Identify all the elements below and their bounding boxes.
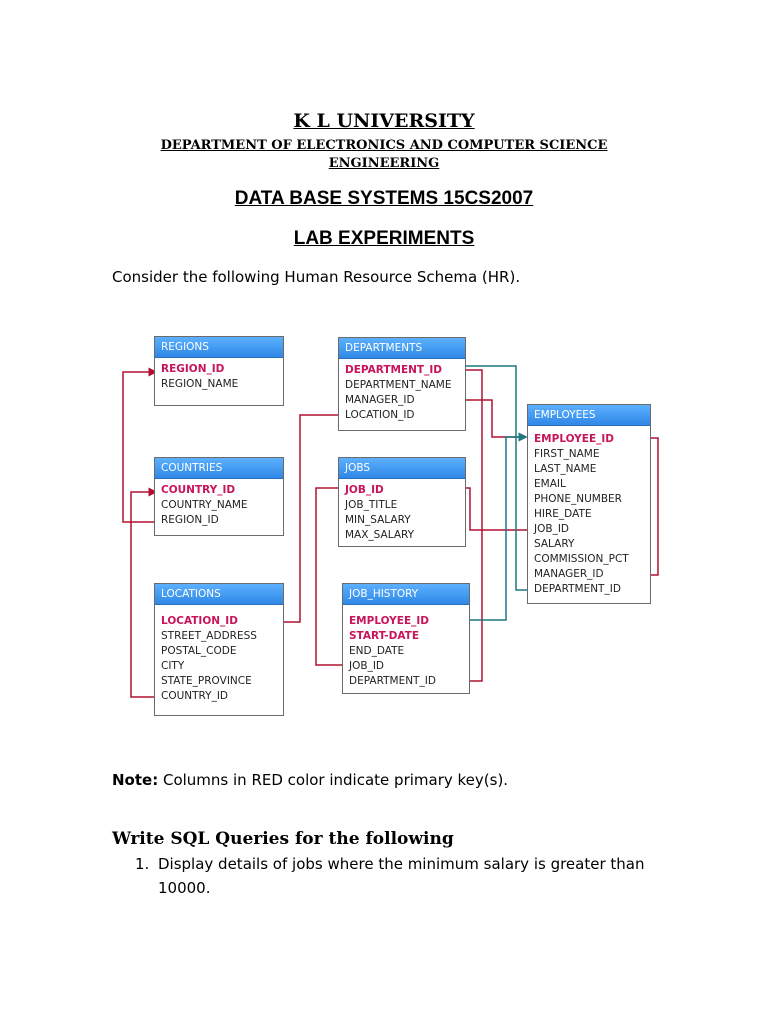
column: POSTAL_CODE bbox=[161, 645, 237, 657]
column: PHONE_NUMBER bbox=[534, 493, 622, 505]
table-countries bbox=[154, 457, 284, 536]
course-title: DATA BASE SYSTEMS 15CS2007 bbox=[234, 188, 534, 209]
column: LOCATION_ID bbox=[345, 409, 415, 421]
column: LAST_NAME bbox=[534, 463, 597, 475]
table-departments bbox=[338, 337, 466, 431]
column: MANAGER_ID bbox=[534, 568, 604, 580]
table-header: COUNTRIES bbox=[155, 458, 283, 479]
column-pk: START-DATE bbox=[349, 630, 419, 642]
table-header: LOCATIONS bbox=[155, 584, 283, 605]
table-header: EMPLOYEES bbox=[528, 405, 650, 426]
note-body: Columns in RED color indicate primary key(s). bbox=[158, 771, 509, 789]
fk-line-region bbox=[123, 372, 158, 522]
column: STATE_PROVINCE bbox=[161, 675, 252, 687]
column: MANAGER_ID bbox=[345, 394, 415, 406]
column: JOB_ID bbox=[534, 523, 569, 535]
table-locations bbox=[154, 583, 284, 716]
column: DEPARTMENT_NAME bbox=[345, 379, 452, 391]
table-regions bbox=[154, 336, 284, 406]
column: DEPARTMENT_ID bbox=[534, 583, 621, 595]
table-header: JOB_HISTORY bbox=[343, 584, 469, 605]
column: EMAIL bbox=[534, 478, 566, 490]
column: STREET_ADDRESS bbox=[161, 630, 257, 642]
column-pk: REGION_ID bbox=[161, 363, 225, 375]
department-line-1: DEPARTMENT OF ELECTRONICS AND COMPUTER SCIENCE bbox=[160, 138, 608, 153]
column: COUNTRY_NAME bbox=[161, 499, 248, 511]
note-text bbox=[112, 771, 508, 789]
intro-text: Consider the following Human Resource Schema (HR). bbox=[112, 268, 521, 286]
column: MAX_SALARY bbox=[345, 529, 415, 541]
column: DEPARTMENT_ID bbox=[349, 675, 436, 687]
column: SALARY bbox=[534, 538, 575, 550]
question-number: 1. bbox=[135, 855, 150, 873]
column: COMMISSION_PCT bbox=[534, 553, 629, 565]
column: END_DATE bbox=[349, 645, 405, 657]
question-item bbox=[135, 852, 655, 900]
table-employees bbox=[527, 404, 651, 604]
lab-title: LAB EXPERIMENTS bbox=[293, 228, 475, 249]
column-pk: EMPLOYEE_ID bbox=[534, 433, 615, 445]
table-header: DEPARTMENTS bbox=[339, 338, 465, 359]
column: HIRE_DATE bbox=[534, 508, 592, 520]
column-pk: JOB_ID bbox=[345, 484, 384, 496]
column-pk: COUNTRY_ID bbox=[161, 484, 236, 496]
column: REGION_NAME bbox=[161, 378, 239, 390]
column: JOB_ID bbox=[349, 660, 384, 672]
column: JOB_TITLE bbox=[345, 499, 398, 511]
table-job-history bbox=[342, 583, 470, 694]
column: REGION_ID bbox=[161, 514, 219, 526]
column-pk: LOCATION_ID bbox=[161, 615, 238, 627]
column-pk: DEPARTMENT_ID bbox=[345, 364, 442, 376]
question-text: Display details of jobs where the minimum salary is greater than 10000. bbox=[158, 855, 645, 897]
table-header: REGIONS bbox=[155, 337, 283, 358]
column: COUNTRY_ID bbox=[161, 690, 229, 702]
questions-heading: Write SQL Queries for the following bbox=[112, 829, 454, 849]
university-title: K L UNIVERSITY bbox=[293, 110, 475, 132]
table-jobs bbox=[338, 457, 466, 547]
note-label: Note: bbox=[112, 771, 159, 789]
column: CITY bbox=[161, 660, 185, 672]
table-header: JOBS bbox=[339, 458, 465, 479]
column: FIRST_NAME bbox=[534, 448, 600, 460]
column-pk: EMPLOYEE_ID bbox=[349, 615, 430, 627]
column: MIN_SALARY bbox=[345, 514, 411, 526]
department-line-2: ENGINEERING bbox=[328, 156, 440, 171]
